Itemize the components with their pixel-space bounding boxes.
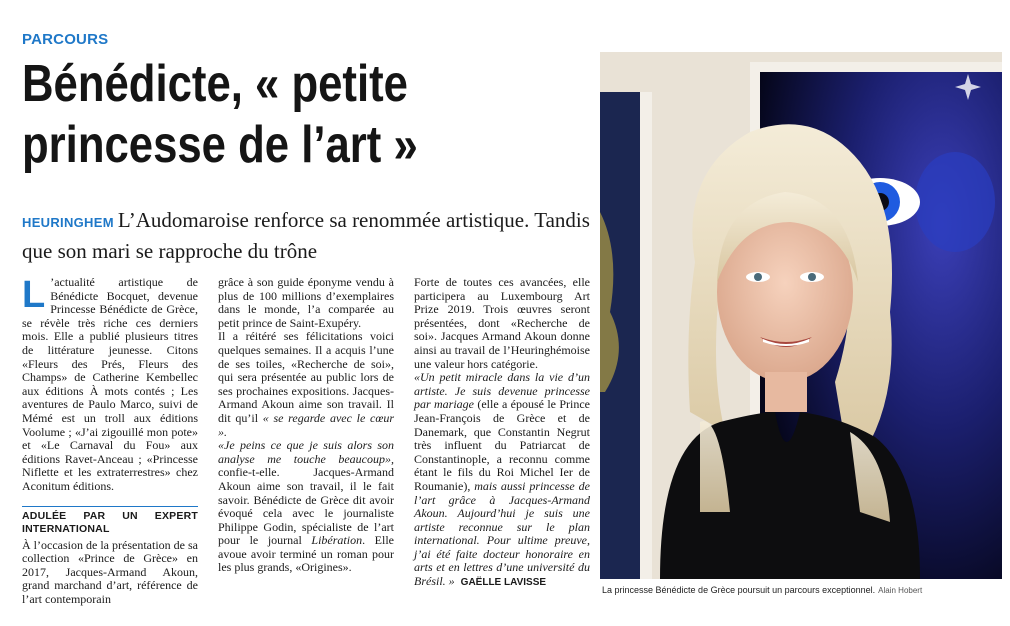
article-column-2 <box>218 276 394 575</box>
portrait-image <box>600 52 1002 579</box>
deck-location: HEURINGHEM <box>22 215 114 230</box>
paragraph <box>218 439 394 575</box>
paragraph: grâce à son guide éponyme vendu à plus de 100 millions d’exemplaires dans le monde, l’a comparée au petit prince de Saint-Exupéry. <box>218 275 394 330</box>
byline: GAËLLE LAVISSE <box>460 577 547 589</box>
deck <box>22 206 592 265</box>
paragraph <box>414 371 590 590</box>
paragraph: À l’occasion de la présentation de sa collection «Prince de Grèce» en 2017, Jacques-Armand Akoun, grand marchand d’art, référence de l’art contemporain <box>22 537 198 606</box>
paragraph-text: (elle a épousé le Prince Jean-François de Grèce et de Danemark, que Constantin Negrut très influent du Patriarcat de Constantinople, a reconnu comme étant le fils du Roi Michel Ier de Roumanie), <box>414 397 591 493</box>
intro-paragraph <box>22 276 198 494</box>
article-column-3 <box>414 276 590 590</box>
photo-credit: Alain Hobert <box>878 586 923 595</box>
inline-quote: « se regarde avec le cœur ». <box>218 410 394 439</box>
intro-text: ’actualité artistique de Bénédicte Bocquet, devenue Princesse Bénédicte de Grèce, se révèle très riche ces derniers mois. Elle a publié plusieurs titres de littérature jeunesse. Citons «Fleurs des Prés, Fleurs des Champs» de Catherine Kembellec aux éditions À mots contés ; Les aventures de Paulo Marco, suivi de Mémé est un troll aux éditions Voolume ; «J’ai zigouillé mon pote» et «Le Carnaval du Fou» aux éditions Ravet-Anceau ; «Princesse Niflette et les extraterrestres» chez Aconitum éditions. <box>22 275 198 493</box>
deck-text: L’Audomaroise renforce sa renommée artistique. Tandis que son mari se rapproche du trône <box>22 208 590 263</box>
paragraph-text: . Elle avoue avoir terminé un roman pour les plus grands, «Origines». <box>218 533 395 575</box>
photo <box>600 52 1002 579</box>
paragraph-text: Il a réitéré ses félicitations voici quelques semaines. Il a acquis l’une de ses toiles, «Recherche de soi», qui sera présentée au public lors de ses prochaines expositions. Jacques-Armand Akoun aime son travail. Il dit qu’il <box>218 329 394 425</box>
photo-caption <box>602 585 1002 595</box>
paragraph: Forte de toutes ces avancées, elle participera au Luxembourg Art Prize 2019. Trois œuvres seront présentées, dont «Recherche de soi». Jacques Armand Akoun donne ainsi au travail de l’Heuringhémoise une valeur hors catégorie. <box>414 275 590 371</box>
inline-quote: «Un petit miracle dans la vie d’un artiste. Je suis devenue princesse par mariage <box>414 370 590 412</box>
newspaper-name: Libération <box>311 533 363 548</box>
caption-text: La princesse Bénédicte de Grèce poursuit un parcours exceptionnel. <box>602 585 876 595</box>
headline <box>22 54 492 176</box>
paragraph <box>218 330 394 439</box>
article-column-1 <box>22 276 198 606</box>
inline-quote: mais aussi princesse de l’art grâce à Jacques-Armand Akoun. Aujourd’hui je suis une artiste reconnue sur le plan international. Pour ultime preuve, j’ai été faite docteur honoraire en arts et en lettres d’une université du Brésil. » <box>414 478 590 589</box>
headline-line-1: Bénédicte, « petite <box>22 55 408 113</box>
rubric: PARCOURS <box>22 31 109 48</box>
subhead: ADULÉE PAR UN EXPERT INTERNATIONAL <box>22 506 198 536</box>
paragraph-text: confie-t-elle. Jacques-Armand Akoun aime son travail, il le fait savoir. Bénédicte de Grèce dit avoir évoqué cela avec le journaliste Philippe Godin, spécialiste de l’art pour le journal <box>218 465 394 548</box>
headline-line-2: princesse de l’art » <box>22 116 418 174</box>
dropcap: L <box>22 274 46 316</box>
inline-quote: «Je peins ce que je suis alors son analyse me touche beaucoup», <box>218 438 394 466</box>
